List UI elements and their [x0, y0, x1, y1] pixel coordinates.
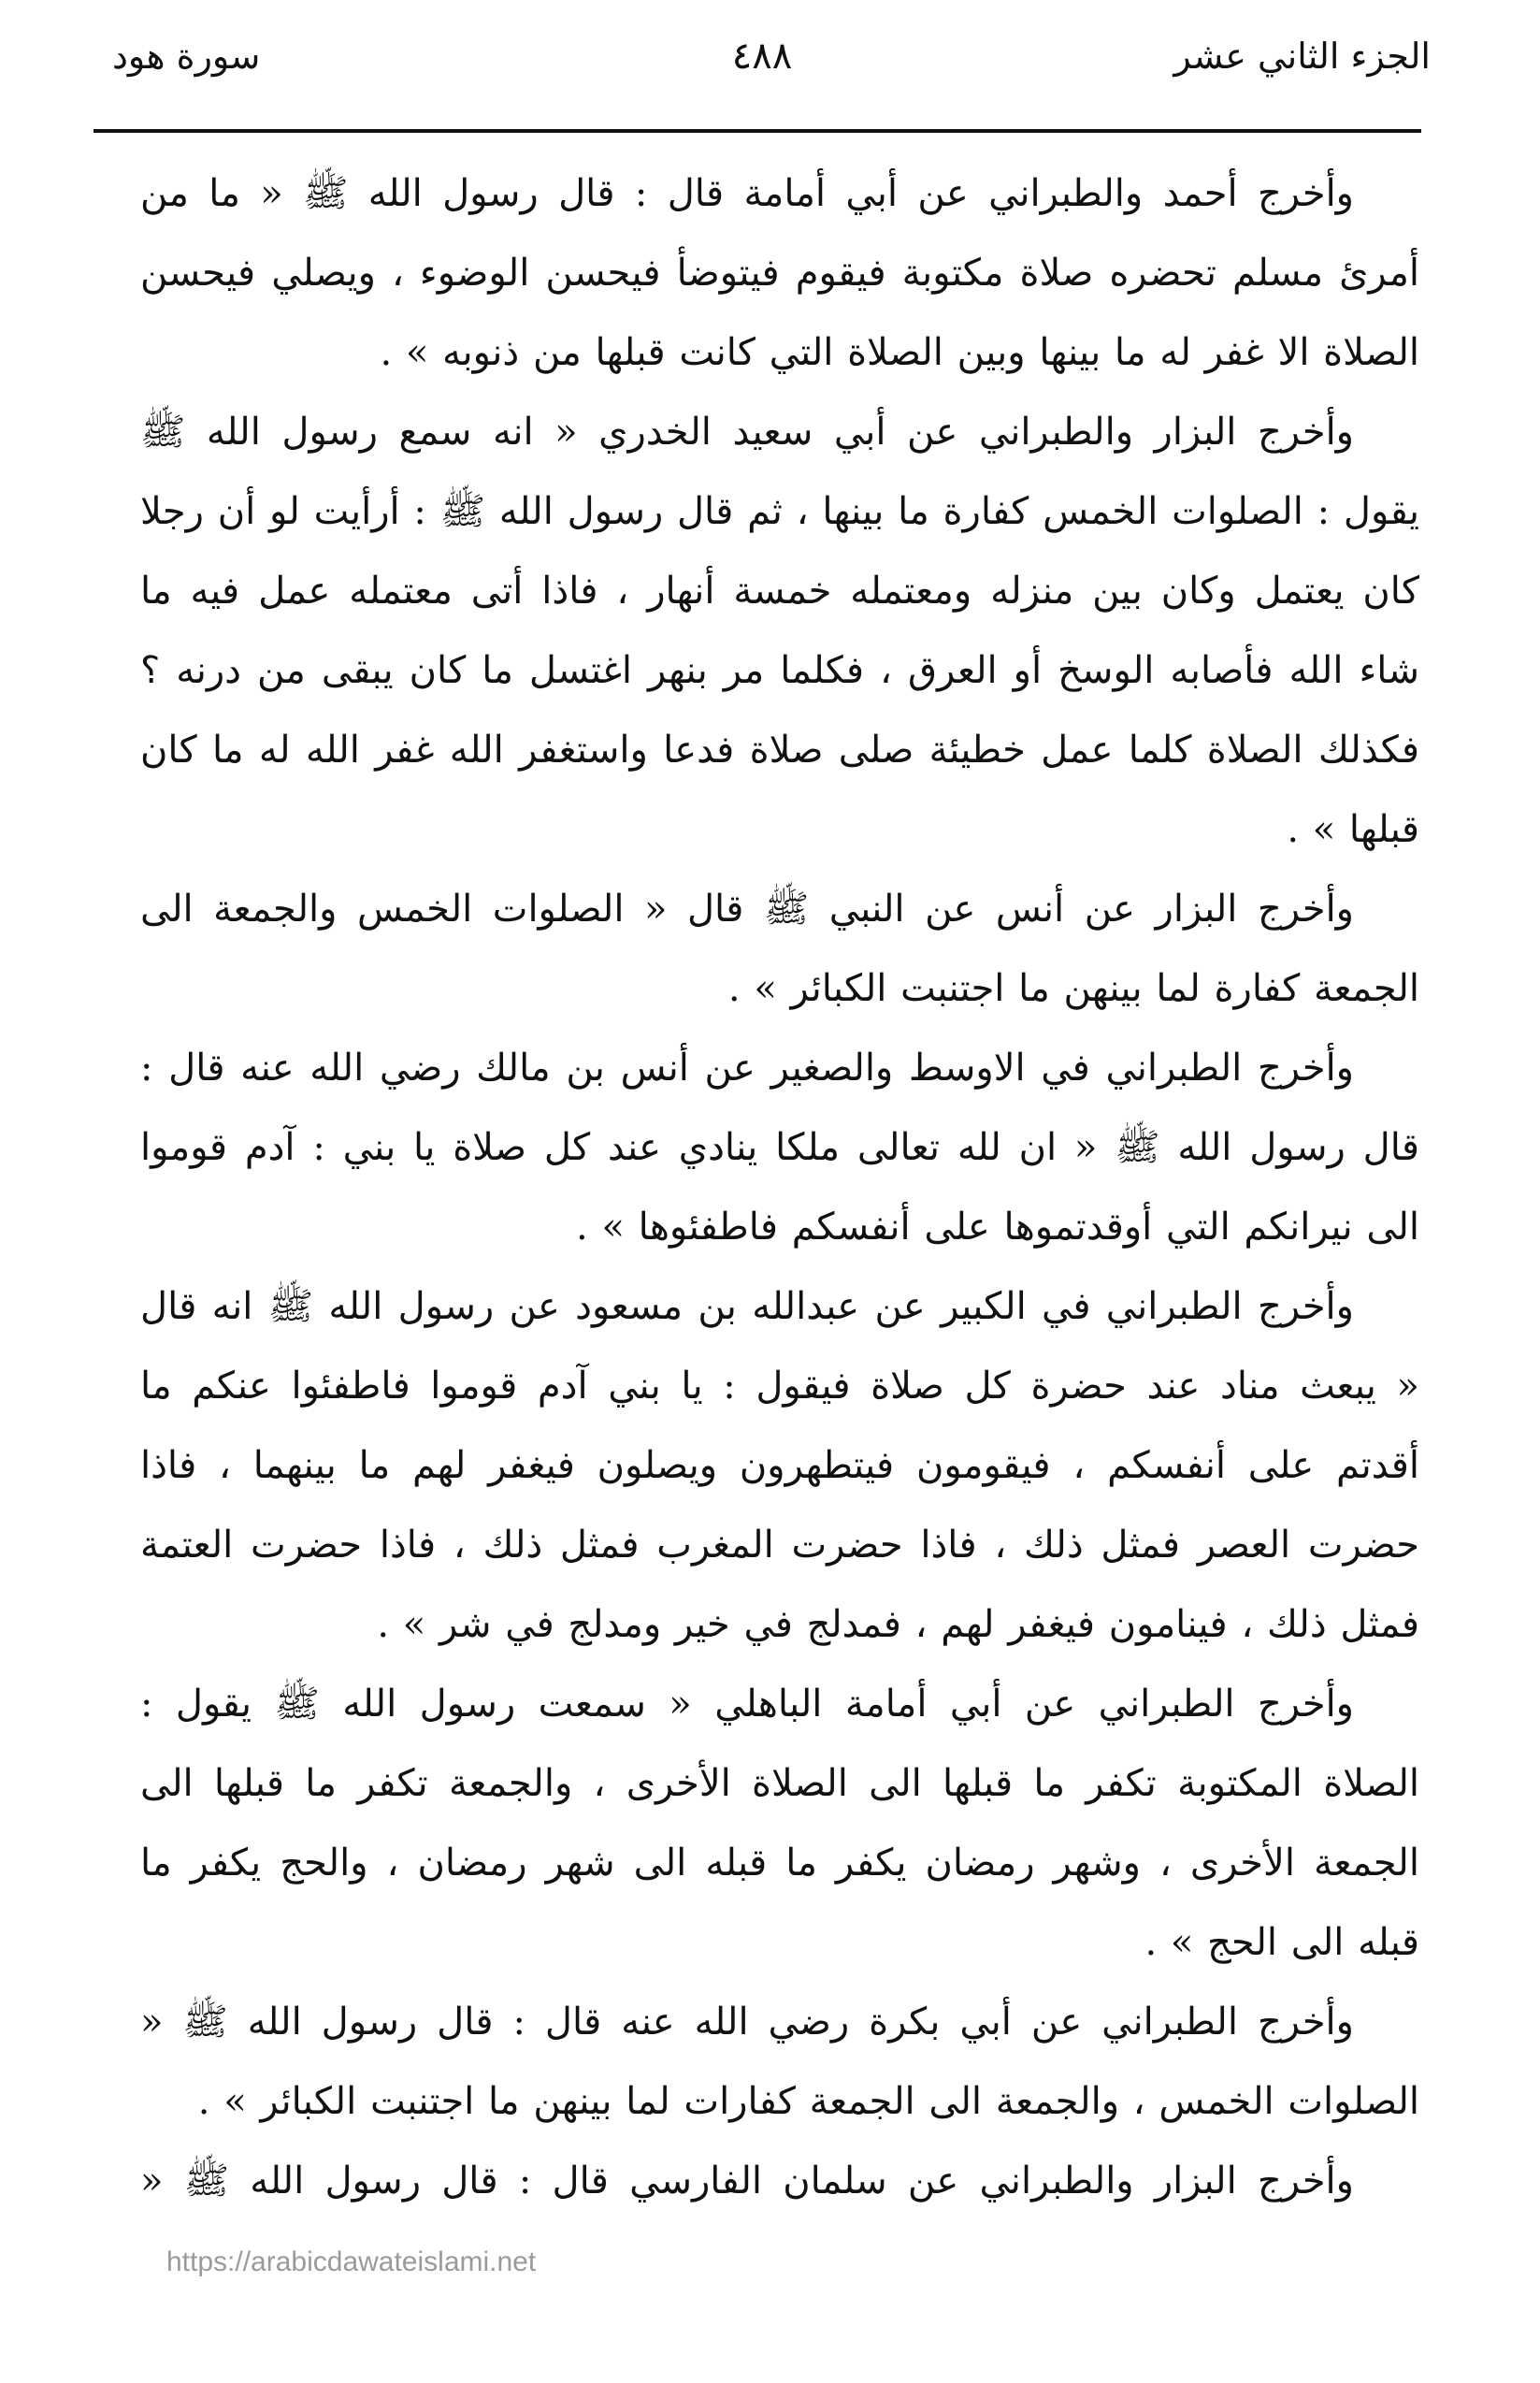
paragraph-6: وأخرج الطبراني عن أبي أمامة الباهلي « سمعت رسول الله ﷺ يقول : الصلاة المكتوبة تكفر ما قبلها الى الصلاة الأخرى ، والجمعة تكفر ما قبلها الى الجمعة الأخرى ، وشهر رمضان يكفر ما قبله الى شهر رمضان ، والحج يكفر ما قبله الى الحج » . [140, 1683, 1419, 1964]
watermark-url: https://arabicdawateislami.net [166, 2246, 537, 2277]
page-header [94, 28, 1431, 103]
paragraph-2: وأخرج البزار والطبراني عن أبي سعيد الخدري « انه سمع رسول الله ﷺ يقول : الصلوات الخمس كفارة ما بينها ، ثم قال رسول الله ﷺ : أرأيت لو أن رجلا كان يعتمل وكان بين منزله ومعتمله خمسة أنهار ، فاذا أتى معتمله عمل فيه ما شاء الله فأصابه الوسخ أو العرق ، فكلما مر بنهر اغتسل ما كان يبقى من درنه ؟ فكذلك الصلاة كلما عمل خطيئة صلى صلاة فدعا واستغفر الله غفر الله له ما كان قبلها » . [140, 411, 1419, 851]
paragraph-4: وأخرج الطبراني في الاوسط والصغير عن أنس بن مالك رضي الله عنه قال : قال رسول الله ﷺ « ان لله تعالى ملكا ينادي عند كل صلاة يا بني : آدم قوموا الى نيرانكم التي أوقدتموها على أنفسكم فاطفئوها » . [140, 1047, 1419, 1249]
paragraph-7: وأخرج الطبراني عن أبي بكرة رضي الله عنه قال : قال رسول الله ﷺ « الصلوات الخمس ، والجمعة الى الجمعة كفارات لما بينهن ما اجتنبت الكبائر » . [140, 2000, 1419, 2123]
paragraph-1: وأخرج أحمد والطبراني عن أبي أمامة قال : قال رسول الله ﷺ « ما من أمرئ مسلم تحضره صلاة مكتوبة فيقوم فيتوضأ فيحسن الوضوء ، ويصلي فيحسن الصلاة الا غفر له ما بينها وبين الصلاة التي كانت قبلها من ذنوبه » . [140, 172, 1419, 374]
page-body [140, 154, 1419, 2212]
header-divider [94, 129, 1421, 133]
paragraph-3: وأخرج البزار عن أنس عن النبي ﷺ قال « الصلوات الخمس والجمعة الى الجمعة كفارة لما بينهن ما اجتنبت الكبائر » . [140, 888, 1419, 1010]
juz-title: الجزء الثاني عشر [1173, 36, 1431, 77]
page-number: ٤٨٨ [731, 35, 793, 78]
surah-title: سورة هود [112, 36, 261, 77]
paragraph-8: وأخرج البزار والطبراني عن سلمان الفارسي قال : قال رسول الله ﷺ « [140, 2159, 1354, 2202]
paragraph-5: وأخرج الطبراني في الكبير عن عبدالله بن مسعود عن رسول الله ﷺ انه قال « يبعث مناد عند حضرة كل صلاة فيقول : يا بني آدم قوموا فاطفئوا عنكم ما أقدتم على أنفسكم ، فيقومون فيتطهرون ويصلون فيغفر لهم ما بينهما ، فاذا حضرت العصر فمثل ذلك ، فاذا حضرت المغرب فمثل ذلك ، فاذا حضرت العتمة فمثل ذلك ، فينامون فيغفر لهم ، فمدلج في خير ومدلج في شر » . [140, 1285, 1419, 1646]
